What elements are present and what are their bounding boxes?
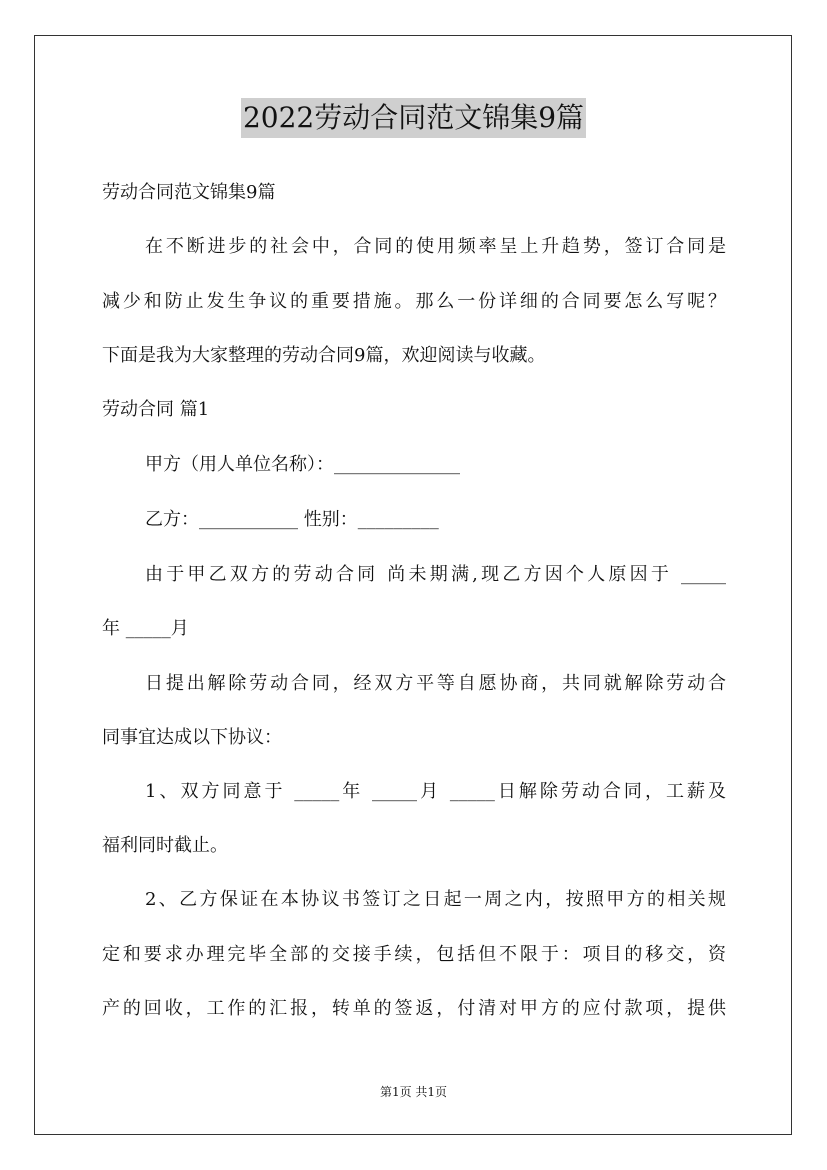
clause-1-line-1: 1、双方同意于 _____年 _____月 _____日解除劳动合同，工薪及 [145, 781, 726, 802]
reason-line-2: 年 _____月 [102, 618, 189, 639]
clause-2-line-2: 定和要求办理完毕全部的交接手续，包括但不限于：项目的移交，资 [102, 944, 726, 965]
intro-line-1: 在不断进步的社会中，合同的使用频率呈上升趋势，签订合同是 [145, 236, 726, 257]
intro-line-2: 减少和防止发生争议的重要措施。那么一份详细的合同要怎么写呢？ [102, 291, 726, 312]
clause-1-line-2: 福利同时截止。 [102, 835, 228, 856]
section-heading: 劳动合同 篇1 [102, 399, 210, 420]
reason-line-1: 由于甲乙双方的劳动合同 尚未期满,现乙方因个人原因于 _____ [145, 564, 726, 585]
page-footer: 第1页 共1页 [379, 1085, 448, 1099]
party-a-line: 甲方（用人单位名称）：______________ [145, 454, 460, 475]
agreement-line-2: 同事宜达成以下协议： [102, 727, 282, 748]
subtitle-line: 劳动合同范文锦集9篇 [102, 182, 276, 203]
intro-line-3: 下面是我为大家整理的劳动合同9篇，欢迎阅读与收藏。 [102, 345, 546, 366]
document-title: 2022劳动合同范文锦集9篇 [241, 98, 586, 138]
agreement-line-1: 日提出解除劳动合同，经双方平等自愿协商，共同就解除劳动合 [145, 673, 726, 694]
title-container [0, 98, 827, 138]
clause-2-line-3: 产的回收，工作的汇报，转单的签返，付清对甲方的应付款项，提供 [102, 998, 726, 1019]
clause-2-line-1: 2、乙方保证在本协议书签订之日起一周之内，按照甲方的相关规 [145, 889, 726, 910]
party-b-line: 乙方：___________ 性别：_________ [145, 509, 439, 530]
